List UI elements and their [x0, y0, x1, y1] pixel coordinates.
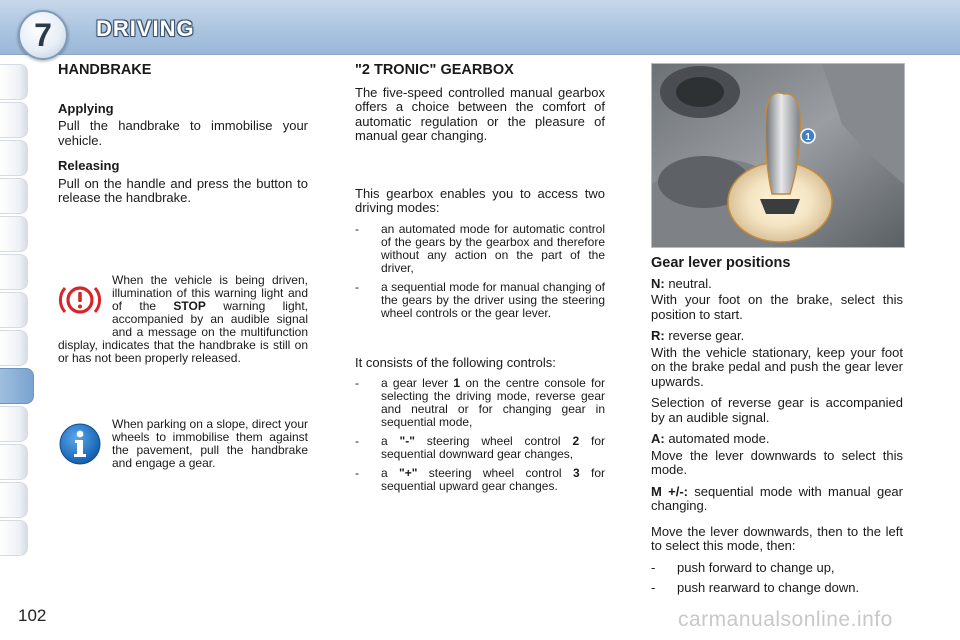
chapter-tab-11[interactable]	[0, 444, 28, 480]
chapter-header	[0, 0, 960, 55]
chapter-tab-strip	[0, 64, 34, 558]
position-r-text-1: With the vehicle stationary, keep your foot on the brake pedal and push the gear lever upwards.	[651, 344, 903, 389]
chapter-tab-8[interactable]	[0, 330, 28, 366]
chapter-tab-1[interactable]	[0, 64, 28, 100]
control-item-plus: - a "+" steering wheel control 3 for sequential upward gear changes.	[355, 466, 606, 493]
parking-info-text: When parking on a slope, direct your wheels to immobilise them against the pavement, pull the handbrake and engage a gear.	[112, 417, 308, 470]
releasing-heading: Releasing	[58, 158, 120, 173]
parking-info-note	[112, 418, 308, 477]
chapter-tab-10[interactable]	[0, 406, 28, 442]
position-a-text: Move the lever downwards to select this mode.	[651, 447, 903, 477]
gear-lever-title: Gear lever positions	[651, 255, 791, 271]
gearbox-title: "2 TRONIC" GEARBOX	[355, 62, 514, 78]
chapter-tab-13[interactable]	[0, 520, 28, 556]
gear-lever-positions: Gear lever positions N: neutral. With your foot on the brake, select this position to start. R: reverse gear. With the vehicle stationary, keep your foot on the brake pedal and push the gear lever upwards. Selection of reverse gear is accompanied by an audible signal. A: automated mode. Move the lever downwards to select this mode. M +/-: sequential mode with manual gear changing. Move the lever downwards, then to the left to select this mode, then: - push forward to change up, - push rearward to change down.	[651, 255, 903, 595]
chapter-tab-5[interactable]	[0, 216, 28, 252]
control-item-minus: - a "-" steering wheel control 2 for sequential downward gear changes,	[355, 434, 605, 461]
m-item-change-down: - push rearward to change down.	[651, 580, 860, 595]
mode-item-sequential: - a sequential mode for manual changing of the gears by the driver using the steering wheel controls or the gear lever.	[355, 279, 605, 320]
info-icon	[58, 422, 102, 466]
chapter-title: DRIVING	[96, 16, 195, 41]
chapter-tab-7[interactable]	[0, 292, 28, 328]
warning-text-start: When the vehicle is being driven, illumination of this warning light and of the	[112, 273, 308, 313]
controls-intro: It consists of the following controls:	[355, 354, 556, 370]
applying-heading: Applying	[58, 100, 114, 116]
watermark: carmanualsonline.info	[678, 608, 893, 631]
position-n-label: N:	[651, 275, 665, 291]
gearbox-section	[355, 63, 605, 499]
chapter-tab-3[interactable]	[0, 140, 28, 176]
applying-text: Pull the handbrake to immobilise your vehicle.	[58, 118, 308, 148]
position-a-label: A:	[651, 431, 665, 446]
control-item-gear-lever: - a gear lever 1 on the centre console for selecting the driving mode, reverse gear and neutral or for changing gear in sequential mode,	[355, 376, 606, 429]
mode-item-automated: - an automated mode for automatic control of the gears by the gearbox and therefore without any action on the part of the driver,	[355, 221, 605, 275]
gearbox-intro: The five-speed controlled manual gearbox offers a choice between the comfort of automatic regulation or the pleasure of manual gear changing.	[355, 84, 605, 143]
chapter-tab-6[interactable]	[0, 254, 28, 290]
position-r-text-2: Selection of reverse gear is accompanied by an audible signal.	[651, 395, 903, 425]
m-item-change-up: - push forward to change up,	[651, 559, 835, 575]
warning-text-end: warning light, accompanied by an audible signal and a message on the multifunction display, indicates that the handbrake is still on or has not been properly released.	[58, 299, 308, 365]
position-m-label: M +/-:	[651, 483, 688, 499]
photo-callout-1: 1	[805, 132, 811, 143]
position-m-text: Move the lever downwards, then to the left to select this mode, then:	[651, 523, 903, 553]
releasing-text: Pull on the handle and press the button to release the handbrake.	[58, 175, 308, 205]
chapter-tab-4[interactable]	[0, 178, 28, 214]
chapter-tab-12[interactable]	[0, 482, 28, 518]
handbrake-title: HANDBRAKE	[58, 62, 152, 78]
position-n-text: With your foot on the brake, select this position to start.	[651, 292, 903, 322]
chapter-tab-2[interactable]	[0, 102, 28, 138]
handbrake-warning-note	[58, 274, 308, 365]
modes-intro: This gearbox enables you to access two driving modes:	[355, 185, 605, 215]
position-r-label: R:	[651, 328, 665, 343]
chapter-tab-9-active[interactable]	[0, 368, 34, 404]
chapter-number-badge: 7	[18, 10, 68, 60]
gear-lever-photo	[651, 63, 905, 248]
handbrake-section	[58, 63, 308, 213]
page-number: 102	[18, 606, 47, 625]
stop-label: STOP	[173, 299, 206, 313]
